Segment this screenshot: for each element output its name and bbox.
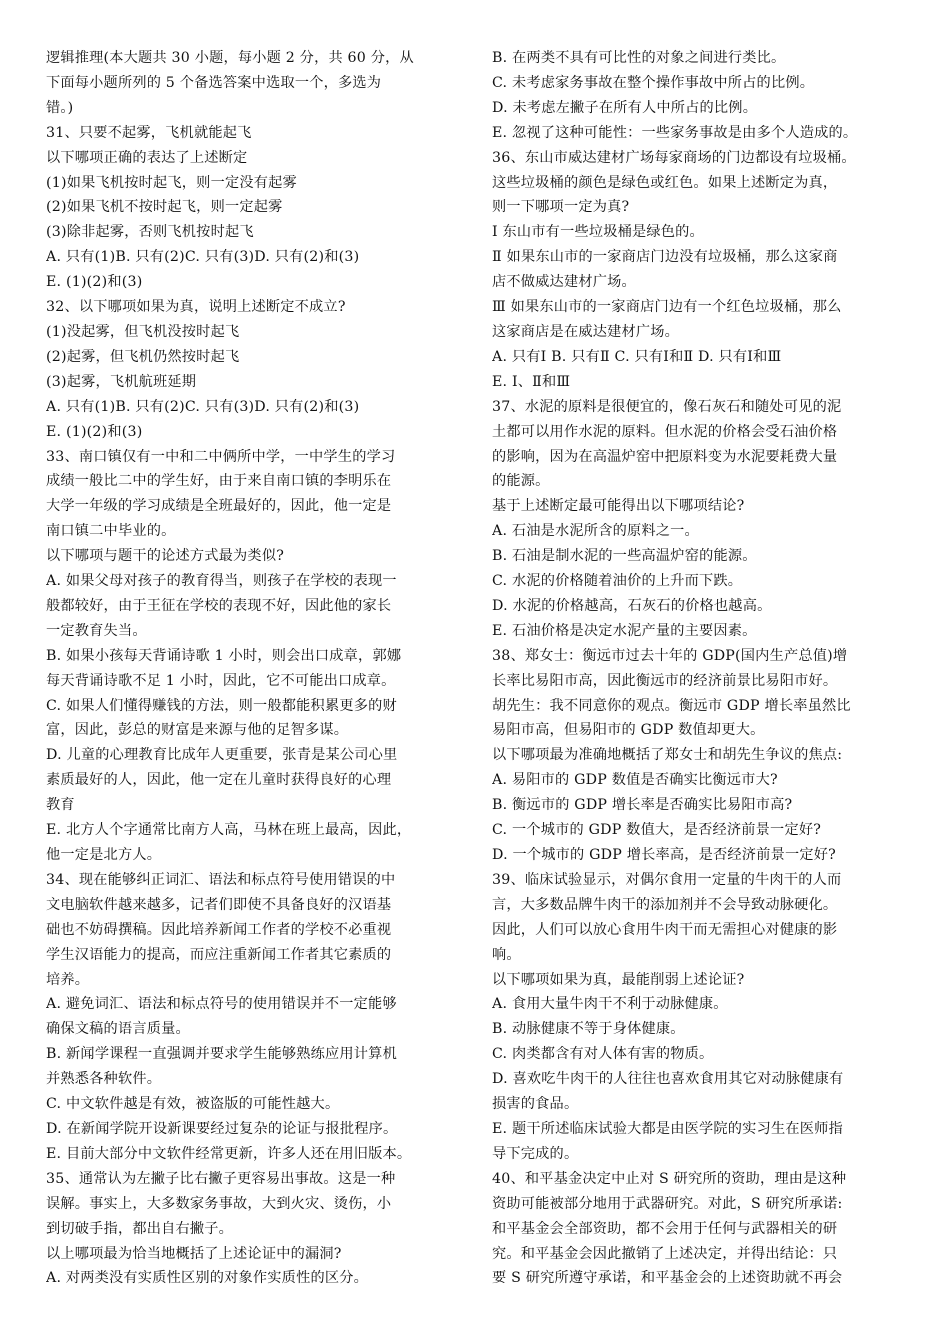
text-line: C. 如果人们懂得赚钱的方法，则一般都能积累更多的财 <box>46 697 397 714</box>
text-line: E. 题干所述临床试验大都是由医学院的实习生在医师指 <box>492 1120 843 1137</box>
text-line: 土都可以用作水泥的原料。但水泥的价格会受石油价格 <box>492 423 838 440</box>
text-line: C. 一个城市的 GDP 数值大，是否经济前景一定好? <box>492 822 822 839</box>
text-line: 错。) <box>46 99 74 116</box>
text-line: 易阳市高，但易阳市的 GDP 数值却更大。 <box>492 722 765 739</box>
text-line: A. 只有(1)B. 只有(2)C. 只有(3)D. 只有(2)和(3) <box>46 249 360 266</box>
text-line: B. 在两类不具有可比性的对象之间进行类比。 <box>492 50 786 66</box>
text-line: 响。 <box>492 946 521 963</box>
text-line: A. 如果父母对孩子的教育得当，则孩子在学校的表现一 <box>46 573 397 590</box>
text-line: Ⅰ 东山市有一些垃圾桶是绿色的。 <box>492 224 704 241</box>
text-line: 33、南口镇仅有一中和二中俩所中学，一中学生的学习 <box>46 448 396 465</box>
text-line: 以下哪项与题干的论述方式最为类似? <box>46 548 285 565</box>
text-line: D. 在新闻学院开设新课要经过复杂的论证与报批程序。 <box>46 1120 398 1137</box>
text-line: 到切破手指，都出自右撇子。 <box>46 1220 234 1237</box>
text-line: 店不做威达建材广场。 <box>492 274 636 291</box>
text-line: 36、东山市威达建材广场每家商场的门边都设有垃圾桶。 <box>492 149 856 166</box>
text-line: 富，因此，彭总的财富是来源与他的足智多谋。 <box>46 722 349 739</box>
text-line: 素质最好的人，因此，他一定在儿童时获得良好的心理 <box>46 772 392 789</box>
text-line: A. 石油是水泥所含的原料之一。 <box>492 523 699 540</box>
text-line: (1)如果飞机按时起飞，则一定没有起雾 <box>46 174 297 191</box>
text-line: 确保文稿的语言质量。 <box>46 1021 190 1038</box>
text-line: A. 避免词汇、语法和标点符号的使用错误并不一定能够 <box>46 996 397 1013</box>
text-line: 大学一年级的学习成绩是全班最好的，因此，他一定是 <box>46 498 392 515</box>
text-line: C. 未考虑家务事故在整个操作事故中所占的比例。 <box>492 74 815 91</box>
text-line: 础也不妨碍撰稿。因此培养新闻工作者的学校不必重视 <box>46 921 392 938</box>
text-line: D. 喜欢吃牛肉干的人往往也喜欢食用其它对动脉健康有 <box>492 1071 844 1088</box>
text-line: 39、临床试验显示，对偶尔食用一定量的牛肉干的人而 <box>492 871 842 888</box>
text-line: D. 水泥的价格越高，石灰石的价格也越高。 <box>492 597 772 614</box>
text-line: B. 新闻学课程一直强调并要求学生能够熟练应用计算机 <box>46 1046 397 1063</box>
text-line: 38、郑女士：衡远市过去十年的 GDP(国内生产总值)增 <box>492 647 848 664</box>
text-line: B. 衡远市的 GDP 增长率是否确实比易阳市高? <box>492 797 793 814</box>
text-line: Ⅲ 如果东山市的一家商店门边有一个红色垃圾桶，那么 <box>492 299 842 316</box>
text-line: 究。和平基金会因此撤销了上述决定，并得出结论：只 <box>492 1245 838 1262</box>
text-line: 这家商店是在威达建材广场。 <box>492 323 680 340</box>
text-line: 成绩一般比二中的学生好，由于来自南口镇的李明乐在 <box>46 473 392 490</box>
text-line: 每天背诵诗歌不足 1 小时，因此，它不可能出口成章。 <box>46 672 396 689</box>
text-line: 下面每小题所列的 5 个备选答案中选取一个，多选为 <box>46 74 382 91</box>
text-line: 资助可能被部分地用于武器研究。对此，S 研究所承诺: <box>492 1195 843 1212</box>
text-line: D. 儿童的心理教育比成年人更重要，张青是某公司心里 <box>46 747 398 764</box>
text-line: C. 中文软件越是有效，被盗版的可能性越大。 <box>46 1096 340 1113</box>
text-line: E. 北方人个字通常比南方人高，马林在班上最高，因此， <box>46 822 412 839</box>
text-line: 以下哪项如果为真，最能削弱上述论证? <box>492 971 745 988</box>
text-line: 40、和平基金决定中止对 S 研究所的资助，理由是这种 <box>492 1170 847 1187</box>
text-line: 因此，人们可以放心食用牛肉干而无需担心对健康的影 <box>492 921 838 938</box>
text-line: 35、通常认为左撇子比右撇子更容易出事故。这是一种 <box>46 1170 396 1187</box>
text-line: 他一定是北方人。 <box>46 847 162 863</box>
text-line: (2)如果飞机不按时起飞，则一定起雾 <box>46 199 283 216</box>
text-line: C. 肉类都含有对人体有害的物质。 <box>492 1046 714 1063</box>
text-line: 的能源。 <box>492 473 550 490</box>
text-line: 损害的食品。 <box>492 1096 579 1113</box>
text-line: 南口镇二中毕业的。 <box>46 523 176 540</box>
text-line: Ⅱ 如果东山市的一家商店门边没有垃圾桶，那么这家商 <box>492 249 838 266</box>
text-line: E. 目前大部分中文软件经常更新，许多人还在用旧版本。 <box>46 1145 412 1162</box>
text-line: 的影响，因为在高温炉窑中把原料变为水泥要耗费大量 <box>492 448 838 465</box>
text-line: B. 石油是制水泥的一些高温炉窑的能源。 <box>492 548 757 565</box>
text-line: 则一下哪项一定为真? <box>492 199 630 216</box>
text-line: 要 S 研究所遵守承诺，和平基金会的上述资助就不再会 <box>492 1270 843 1287</box>
text-line: 逻辑推理(本大题共 30 小题，每小题 2 分，共 60 分，从 <box>46 50 414 66</box>
text-line: 教育 <box>46 797 75 814</box>
text-line: 长率比易阳市高，因此衡远市的经济前景比易阳市好。 <box>492 672 838 689</box>
text-line: 和平基金会全部资助，都不会用于任何与武器相关的研 <box>492 1220 838 1237</box>
text-line: 34、现在能够纠正词汇、语法和标点符号使用错误的中 <box>46 871 396 888</box>
left-column <box>46 46 486 1291</box>
text-line: 言，大多数品牌牛肉干的添加剂并不会导致动脉硬化。 <box>492 896 838 913</box>
text-line: B. 如果小孩每天背诵诗歌 1 小时，则会出口成章，郭娜 <box>46 647 402 664</box>
text-line: B. 动脉健康不等于身体健康。 <box>492 1021 685 1038</box>
text-line: 37、水泥的原料是很便宜的，像石灰石和随处可见的泥 <box>492 398 842 415</box>
text-line: A. 对两类没有实质性区别的对象作实质性的区分。 <box>46 1270 369 1287</box>
text-line: 以下哪项最为准确地概括了郑女士和胡先生争议的焦点: <box>492 747 843 764</box>
text-line: E. (1)(2)和(3) <box>46 423 143 440</box>
text-line: D. 一个城市的 GDP 增长率高，是否经济前景一定好? <box>492 847 836 863</box>
text-line: E. (1)(2)和(3) <box>46 274 143 291</box>
right-column <box>492 46 932 1291</box>
text-line: 一定教育失当。 <box>46 622 147 639</box>
text-line: 般都较好，由于王征在学校的表现不好，因此他的家长 <box>46 597 392 614</box>
text-line: (3)起雾，飞机航班延期 <box>46 373 197 390</box>
text-line: (1)没起雾，但飞机没按时起飞 <box>46 323 240 340</box>
text-line: A. 只有Ⅰ B. 只有Ⅱ C. 只有Ⅰ和Ⅱ D. 只有Ⅰ和Ⅲ <box>492 348 782 365</box>
text-line: A. 食用大量牛肉干不利于动脉健康。 <box>492 996 728 1013</box>
text-line: 文电脑软件越来越多，记者们即使不具备良好的汉语基 <box>46 896 392 913</box>
text-line: 学生汉语能力的提高，而应注重新闻工作者其它素质的 <box>46 946 392 963</box>
text-line: 以上哪项最为恰当地概括了上述论证中的漏洞? <box>46 1245 342 1262</box>
text-line: E. 忽视了这种可能性：一些家务事故是由多个人造成的。 <box>492 124 858 141</box>
text-line: E. Ⅰ、Ⅱ和Ⅲ <box>492 373 571 390</box>
text-line: D. 未考虑左撇子在所有人中所占的比例。 <box>492 99 758 116</box>
text-line: 以下哪项正确的表达了上述断定 <box>46 149 248 166</box>
text-line: (3)除非起雾，否则飞机按时起飞 <box>46 224 254 241</box>
text-line: 32、以下哪项如果为真，说明上述断定不成立? <box>46 299 346 316</box>
text-line: (2)起雾，但飞机仍然按时起飞 <box>46 348 240 365</box>
text-line: A. 只有(1)B. 只有(2)C. 只有(3)D. 只有(2)和(3) <box>46 398 360 415</box>
text-line: 培养。 <box>46 971 90 988</box>
text-line: 基于上述断定最可能得出以下哪项结论? <box>492 498 745 515</box>
text-line: 误解。事实上，大多数家务事故，大到火灾、烫伤，小 <box>46 1195 392 1212</box>
text-line: 这些垃圾桶的颜色是绿色或红色。如果上述断定为真， <box>492 174 838 191</box>
text-line: E. 石油价格是决定水泥产量的主要因素。 <box>492 622 757 639</box>
text-line: 31、只要不起雾，飞机就能起飞 <box>46 124 252 141</box>
text-line: A. 易阳市的 GDP 数值是否确实比衡远市大? <box>492 772 778 789</box>
text-line: 胡先生：我不同意你的观点。衡远市 GDP 增长率虽然比 <box>492 697 851 714</box>
text-line: 并熟悉各种软件。 <box>46 1071 162 1088</box>
text-line: 导下完成的。 <box>492 1145 579 1162</box>
text-line: C. 水泥的价格随着油价的上升而下跌。 <box>492 573 743 590</box>
